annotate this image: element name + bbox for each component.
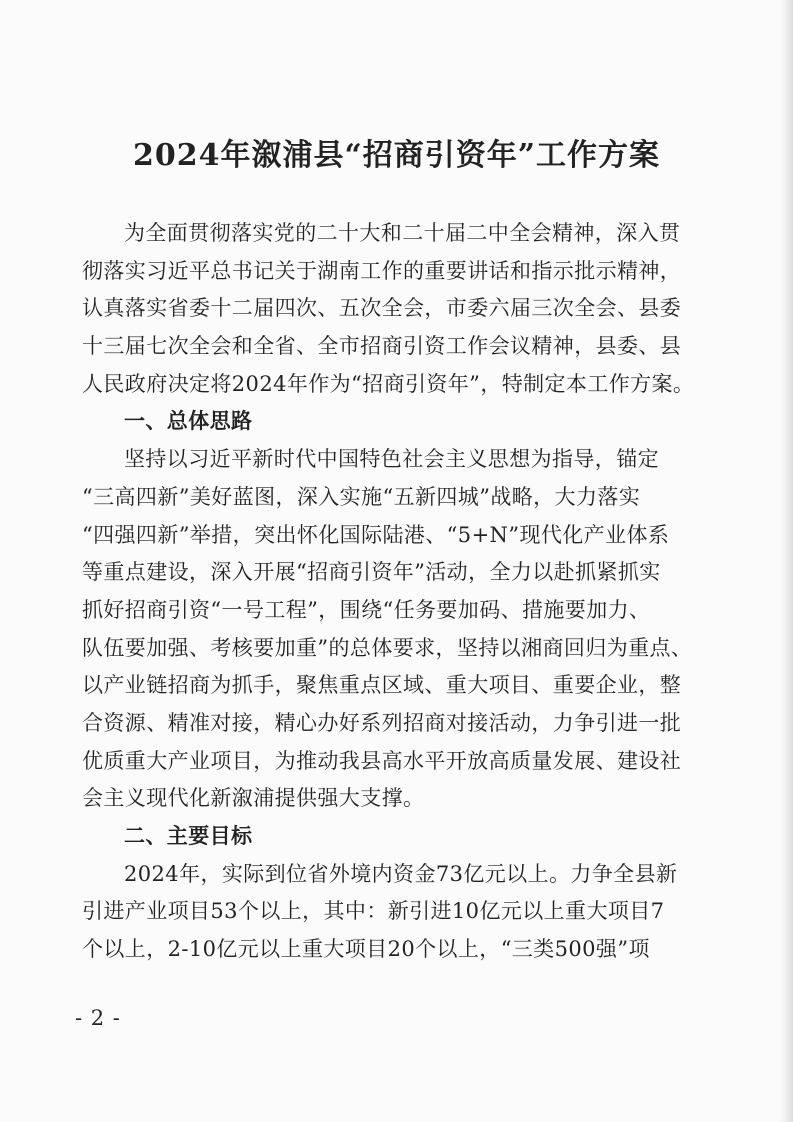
paragraph-line: 合资源、精准对接，精心办好系列招商对接活动，力争引进一批 [82,710,682,735]
paragraph-line: 2024年，实际到位省外境内资金73亿元以上。力争全县新 [124,861,678,886]
paragraph-line: 十三届七次全会和全省、全市招商引资工作会议精神，县委、县 [82,334,682,359]
paragraph-line: “四强四新”举措，突出怀化国际陆港、“5+N”现代化产业体系 [82,522,670,547]
section-heading-main-targets: 二、主要目标 [124,824,253,848]
paragraph-line: 抓好招商引资“一号工程”，围绕“任务要加码、措施要加力、 [82,597,651,622]
paragraph-line: 以产业链招商为抓手，聚焦重点区域、重大项目、重要企业，整 [82,673,682,698]
paragraph-line: 坚持以习近平新时代中国特色社会主义思想为指导，锚定 [124,447,659,472]
paragraph-line: “三高四新”美好蓝图，深入实施“五新四城”战略，大力落实 [82,484,641,509]
paragraph-line: 优质重大产业项目，为推动我县高水平开放高质量发展、建设社 [82,748,682,773]
paragraph-line: 人民政府决定将2024年作为“招商引资年”，特制定本工作方案。 [82,371,695,396]
paragraph-line: 为全面贯彻落实党的二十大和二十届二中全会精神，深入贯 [124,221,681,245]
paragraph-line: 队伍要加强、考核要加重”的总体要求，坚持以湘商回归为重点、 [82,635,693,660]
paragraph-line: 等重点建设，深入开展“招商引资年”活动，全力以赴抓紧抓实 [82,560,661,585]
document-title: 2024年溆浦县“招商引资年”工作方案 [132,138,660,173]
paragraph-line: 会主义现代化新溆浦提供强大支撑。 [82,786,425,811]
section-heading-overall-approach: 一、总体思路 [124,409,253,434]
paragraph-line: 认真落实省委十二届四次、五次全会，市委六届三次全会、县委 [82,296,682,321]
document-body [82,215,695,969]
paragraph-line: 个以上，2-10亿元以上重大项目20个以上，“三类500强”项 [82,937,650,962]
paragraph-line: 彻落实习近平总书记关于湖南工作的重要讲话和指示批示精神， [82,258,682,283]
paragraph-line: 引进产业项目53个以上，其中：新引进10亿元以上重大项目7 [82,899,665,924]
page-number: - 2 - [75,1006,121,1030]
